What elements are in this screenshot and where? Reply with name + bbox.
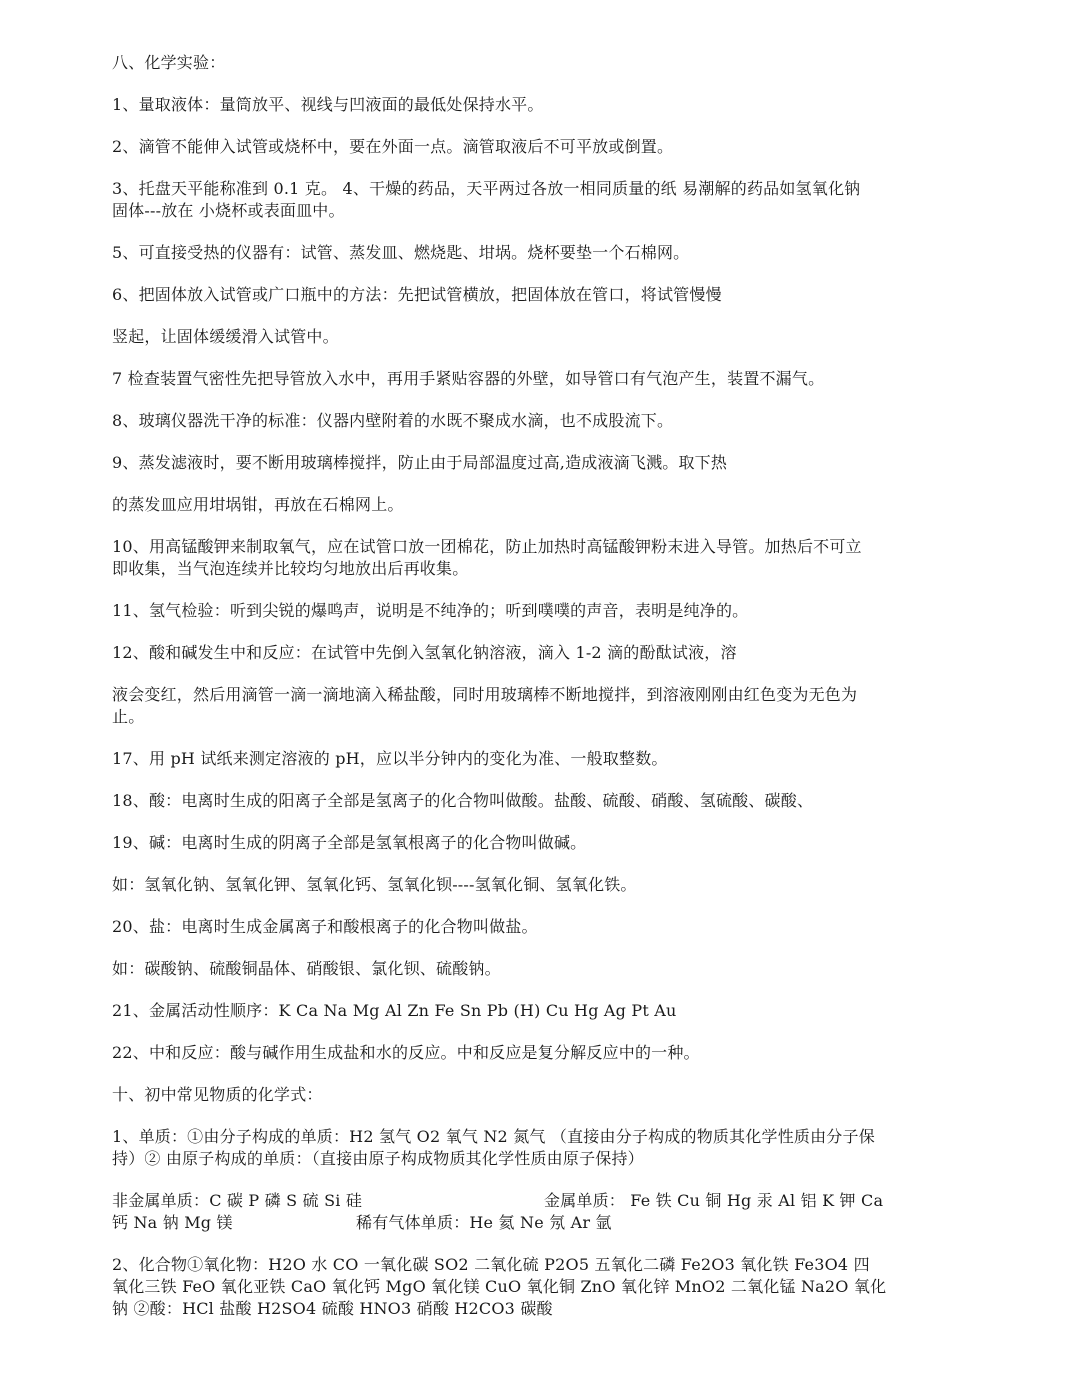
item-19-examples: 如：氢氧化钠、氢氧化钾、氢氧化钙、氢氧化钡----氢氧化铜、氢氧化铁。	[112, 875, 637, 894]
document-page	[112, 52, 912, 1340]
item-10	[112, 536, 912, 580]
metal-elements: 金属单质： Fe 铁 Cu 铜 Hg 汞 Al 铝 K 钾 Ca	[544, 1191, 884, 1210]
item-3-line-1: 3、托盘天平能称准到 0.1 克。 4、干燥的药品，天平两过各放一相同质量的纸 易潮解的药品如氢氧化钠	[112, 179, 861, 198]
item-3-4	[112, 178, 912, 222]
metal-elements-cont: 钙 Na 钠 Mg 镁	[112, 1213, 233, 1232]
elements-line-2: 持）② 由原子构成的单质：（直接由原子构成物质其化学性质由原子保持）	[112, 1149, 644, 1168]
item-2: 2、滴管不能伸入试管或烧杯中，要在外面一点。滴管取液后不可平放或倒置。	[112, 137, 674, 156]
item-8: 8、玻璃仪器洗干净的标准：仪器内壁附着的水既不聚成水滴，也不成股流下。	[112, 411, 674, 430]
item-12-line-3: 止。	[112, 707, 145, 726]
item-5: 5、可直接受热的仪器有：试管、蒸发皿、燃烧匙、坩埚。烧杯要垫一个石棉网。	[112, 243, 690, 262]
compounds-line-1: 2、化合物①氧化物：H2O 水 CO 一氧化碳 SO2 二氧化硫 P2O5 五氧化二磷 Fe2O3 氧化铁 Fe3O4 四	[112, 1255, 870, 1274]
element-types	[112, 1190, 912, 1234]
item-9-line-1: 9、蒸发滤液时，要不断用玻璃棒搅拌，防止由于局部温度过高,造成液滴飞溅。取下热	[112, 453, 728, 472]
section-heading-8: 八、化学实验：	[112, 53, 226, 72]
item-12-line-2: 液会变红，然后用滴管一滴一滴地滴入稀盐酸，同时用玻璃棒不断地搅拌，到溶液刚刚由红色变为无色为	[112, 685, 858, 704]
item-21: 21、金属活动性顺序：K Ca Na Mg Al Zn Fe Sn Pb (H) Cu Hg Ag Pt Au	[112, 1001, 677, 1020]
item-9-line-2: 的蒸发皿应用坩埚钳，再放在石棉网上。	[112, 495, 404, 514]
item-22: 22、中和反应：酸与碱作用生成盐和水的反应。中和反应是复分解反应中的一种。	[112, 1043, 700, 1062]
item-19: 19、碱：电离时生成的阴离子全部是氢氧根离子的化合物叫做碱。	[112, 833, 587, 852]
item-10-line-2: 即收集，当气泡连续并比较均匀地放出后再收集。	[112, 559, 469, 578]
item-11: 11、氢气检验：听到尖锐的爆鸣声，说明是不纯净的；听到噗噗的声音，表明是纯净的。	[112, 601, 749, 620]
element-types-line-1	[112, 1190, 912, 1212]
item-6-line-1: 6、把固体放入试管或广口瓶中的方法：先把试管横放，把固体放在管口，将试管慢慢	[112, 285, 722, 304]
item-7: 7 检查装置气密性先把导管放入水中，再用手紧贴容器的外壁，如导管口有气泡产生，装置不漏气。	[112, 369, 825, 388]
nonmetal-elements: 非金属单质：C 碳 P 磷 S 硫 Si 硅	[112, 1191, 363, 1210]
compounds-line-2: 氧化三铁 FeO 氧化亚铁 CaO 氧化钙 MgO 氧化镁 CuO 氧化铜 ZnO 氧化锌 MnO2 二氧化锰 Na2O 氧化	[112, 1277, 887, 1296]
item-10-line-1: 10、用高锰酸钾来制取氧气，应在试管口放一团棉花，防止加热时高锰酸钾粉末进入导管。加热后不可立	[112, 537, 862, 556]
item-20: 20、盐：电离时生成金属离子和酸根离子的化合物叫做盐。	[112, 917, 538, 936]
item-17: 17、用 pH 试纸来测定溶液的 pH，应以半分钟内的变化为准、一般取整数。	[112, 749, 668, 768]
substance-elements	[112, 1126, 912, 1170]
item-18: 18、酸：电离时生成的阳离子全部是氢离子的化合物叫做酸。盐酸、硫酸、硝酸、氢硫酸、碳酸、	[112, 791, 814, 810]
item-12-cont	[112, 684, 912, 728]
elements-line-1: 1、单质：①由分子构成的单质：H2 氢气 O2 氧气 N2 氮气 （直接由分子构成的物质其化学性质由分子保	[112, 1127, 875, 1146]
noble-gas-elements: 稀有气体单质：He 氦 Ne 氖 Ar 氩	[356, 1213, 612, 1232]
element-types-line-2	[112, 1212, 912, 1234]
item-6-line-2: 竖起，让固体缓缓滑入试管中。	[112, 327, 339, 346]
item-12-line-1: 12、酸和碱发生中和反应：在试管中先倒入氢氧化钠溶液，滴入 1-2 滴的酚酞试液，溶	[112, 643, 737, 662]
item-20-examples: 如：碳酸钠、硫酸铜晶体、硝酸银、氯化钡、硫酸钠。	[112, 959, 501, 978]
compounds	[112, 1254, 912, 1320]
item-3-line-2: 固体---放在 小烧杯或表面皿中。	[112, 201, 345, 220]
section-heading-10: 十、初中常见物质的化学式：	[112, 1085, 323, 1104]
item-1: 1、量取液体：量筒放平、视线与凹液面的最低处保持水平。	[112, 95, 544, 114]
compounds-line-3: 钠 ②酸：HCl 盐酸 H2SO4 硫酸 HNO3 硝酸 H2CO3 碳酸	[112, 1299, 553, 1318]
